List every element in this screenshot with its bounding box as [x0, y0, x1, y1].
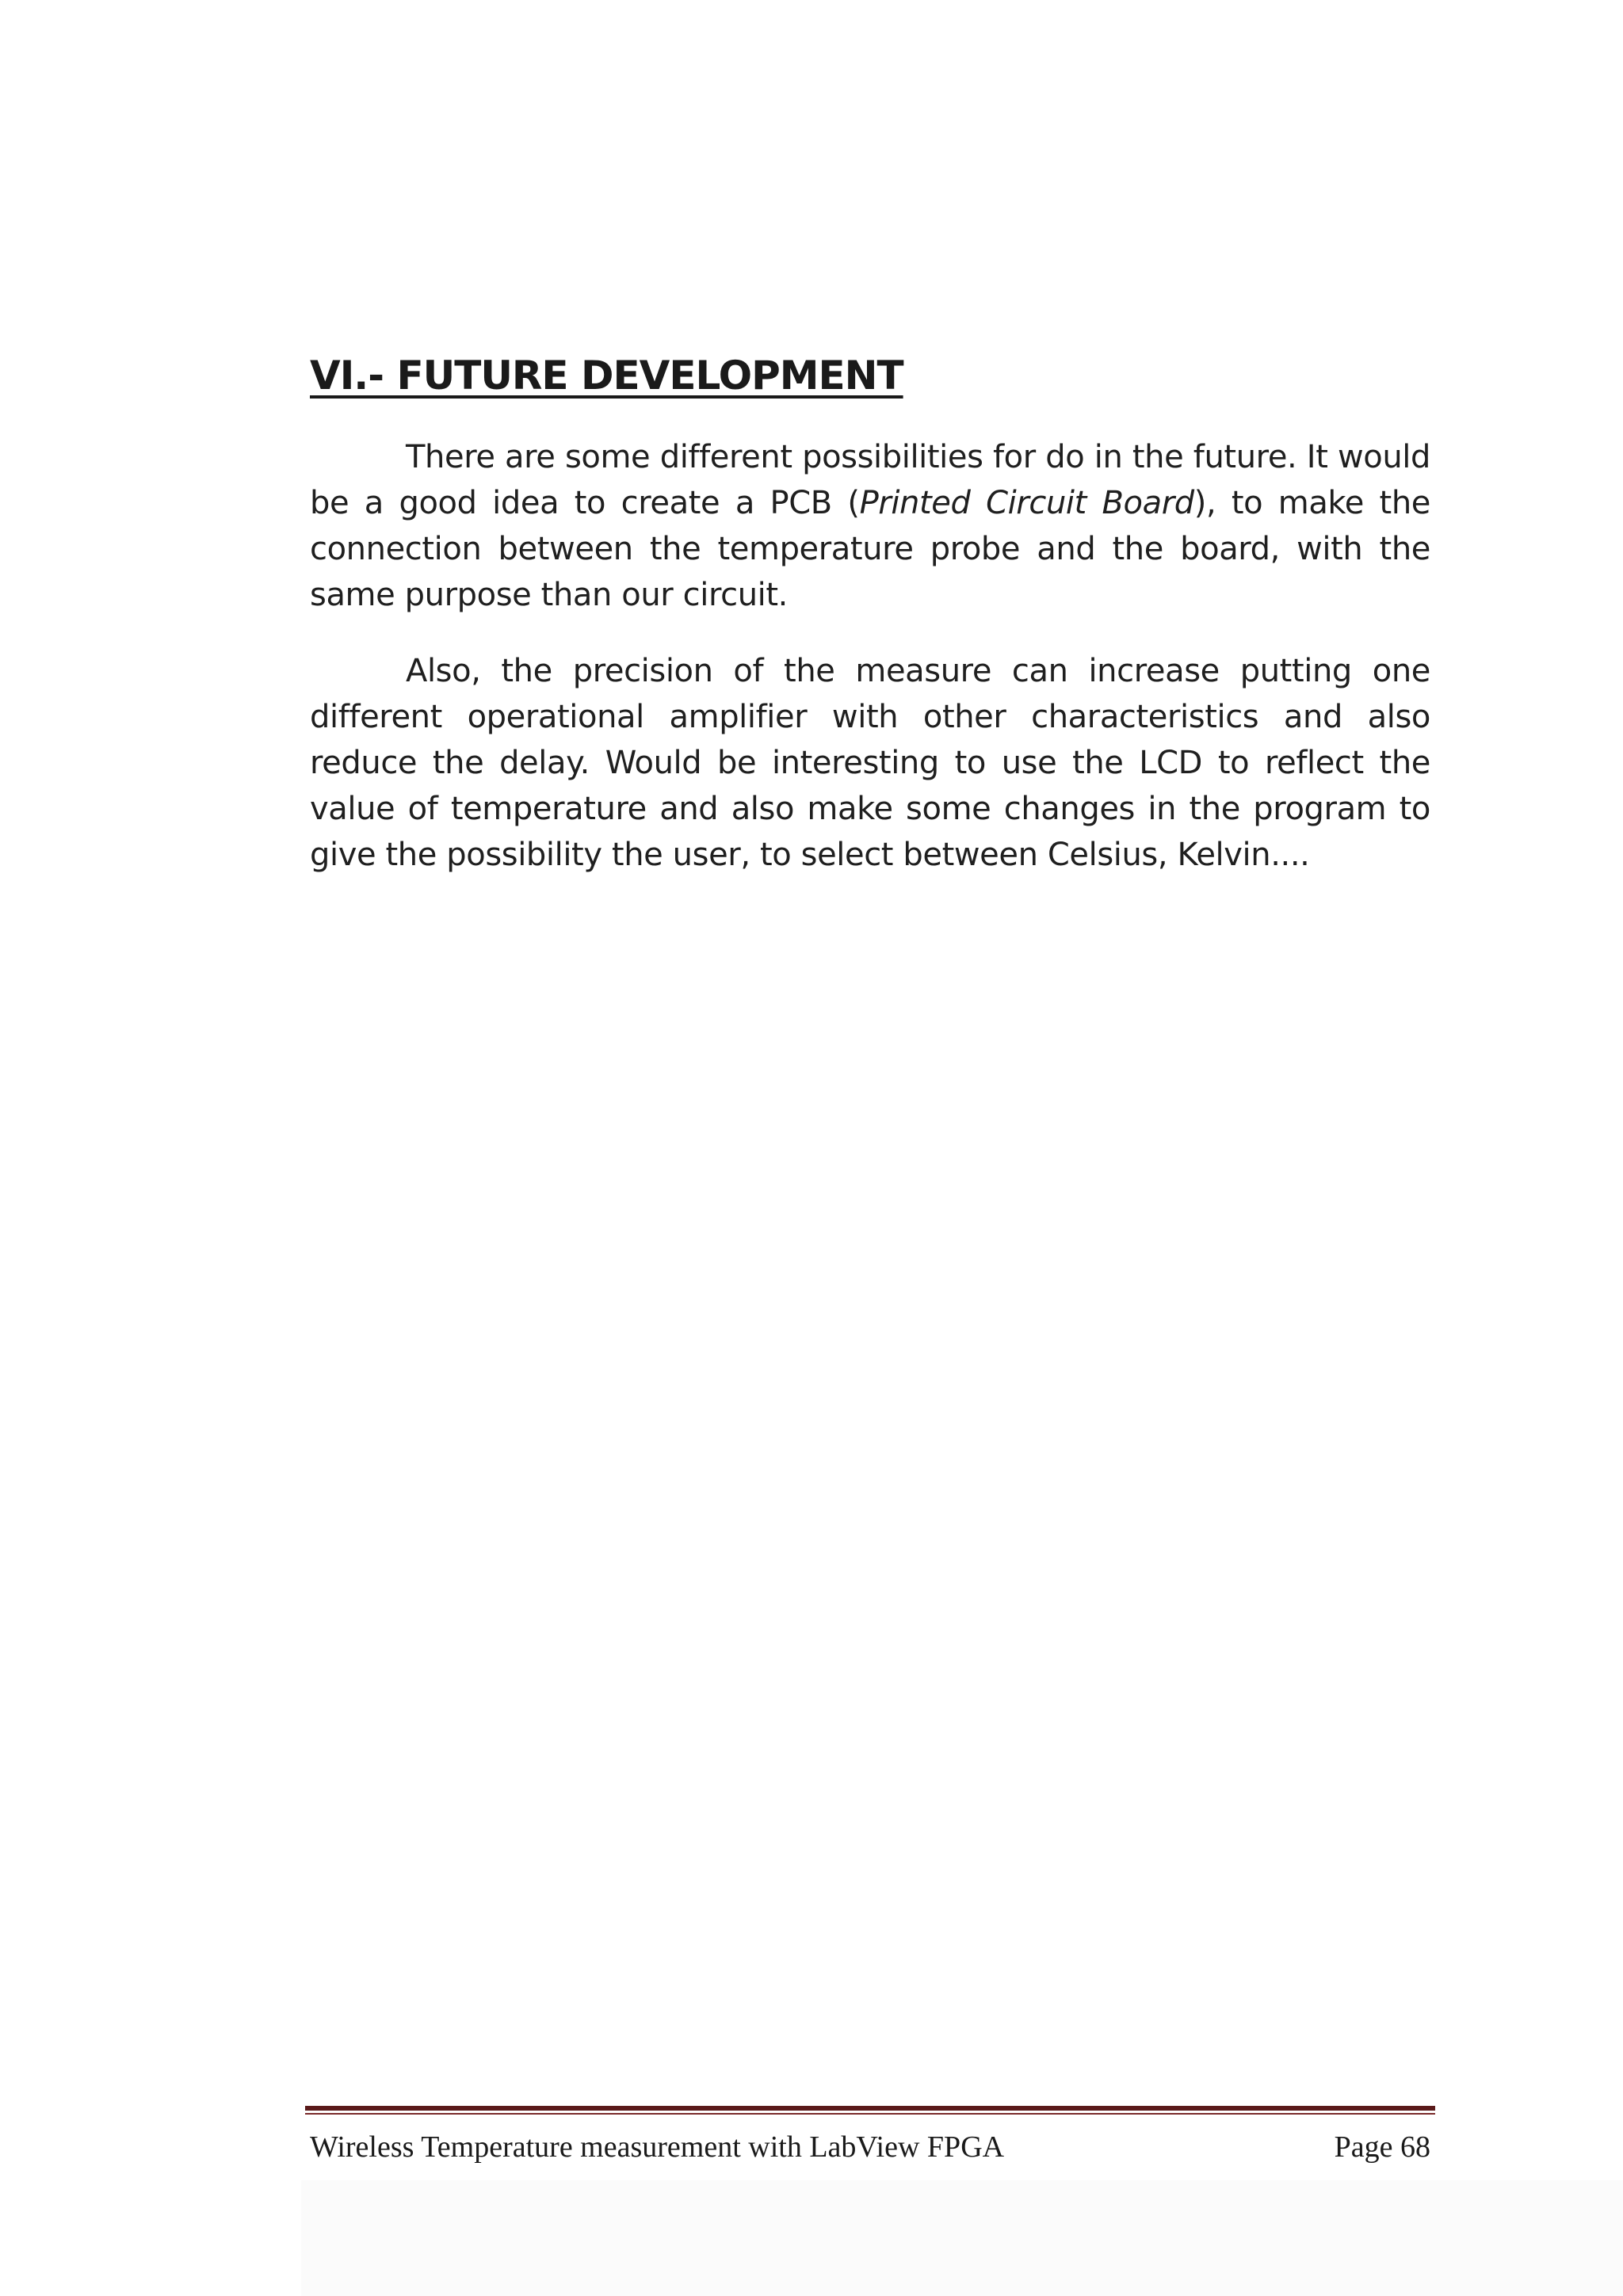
paragraph-2: Also, the precision of the measure can increase putting one different operational amplifier with other characteristics and also reduce the delay. Would be interesting to use the LCD to reflect the value of temperature and also make some changes in the program to give the possibility the user, to select between Celsius, Kelvin....: [310, 653, 1430, 873]
paragraph-1-text-start: There are some different possibilities for do in the future. It would be a good idea to create a PCB (: [310, 439, 1430, 521]
section-heading: VI.- FUTURE DEVELOPMENT: [310, 353, 903, 399]
paragraph-1-text-end: ), to make the connection between the temperature probe and the board, with the same purpose than our circuit.: [310, 485, 1430, 613]
scan-bottom-band: [301, 2180, 1623, 2296]
paragraph-1: [310, 434, 1430, 618]
footer-document-title: Wireless Temperature measurement with LabView FPGA: [310, 2130, 1005, 2164]
footer-page-number: Page 68: [1334, 2130, 1430, 2164]
footer-rule-thin: [305, 2113, 1435, 2115]
paragraph-1-italic-term: Printed Circuit Board: [859, 485, 1194, 521]
footer-rule-thick: [305, 2106, 1435, 2111]
